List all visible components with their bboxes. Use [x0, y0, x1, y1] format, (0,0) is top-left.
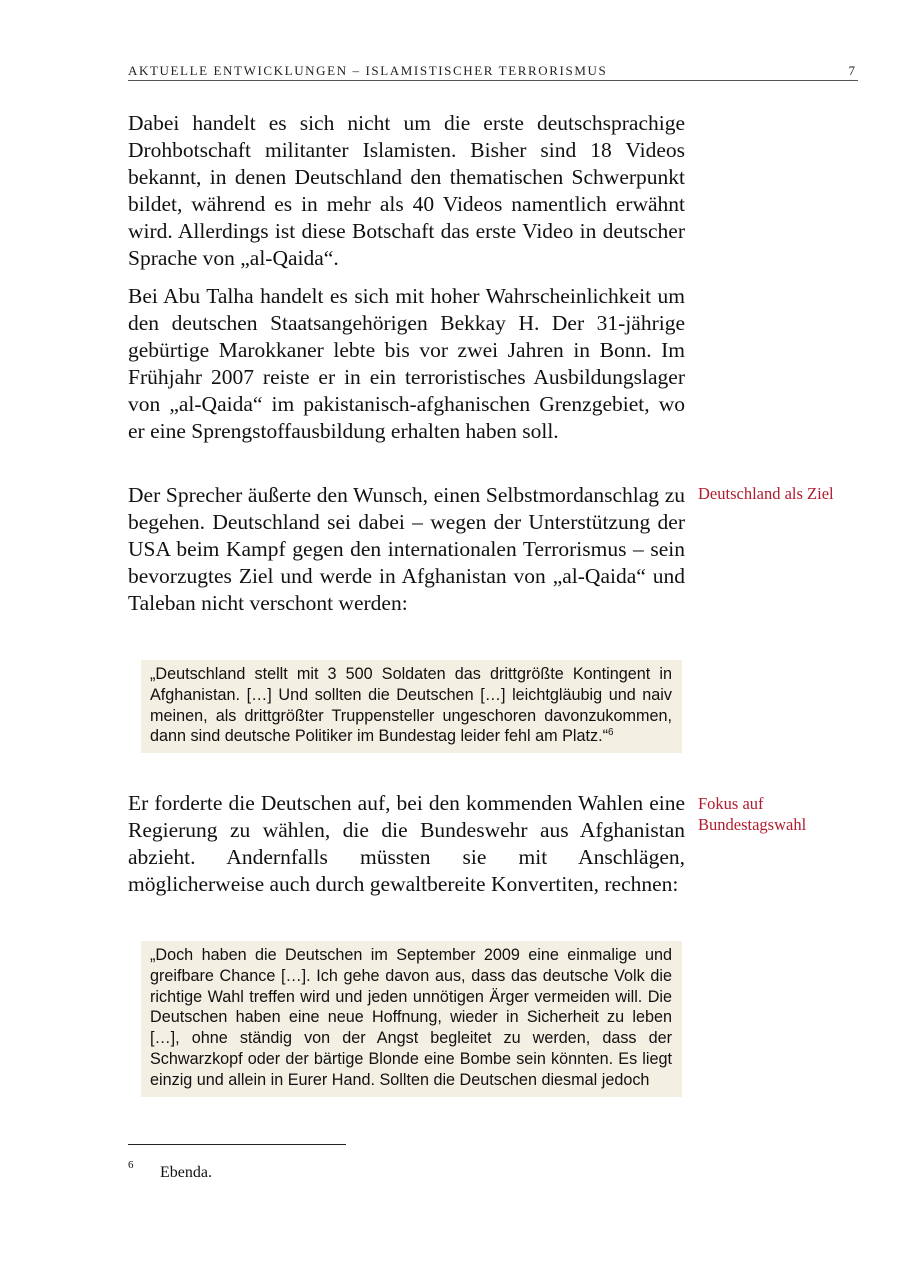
block-quote-1-text: „Deutschland stellt mit 3 500 Soldaten das drittgrößte Kontingent in Afghanistan. […] Und sollten die Deutschen […] leichtgläubig und naiv meinen, als drittgrößter Truppensteller ungeschoren davonzukommen, dann sind deutsche Politiker im Bundestag leider fehl am Platz.“: [150, 665, 672, 746]
margin-note-fokus-auf-bundestagswahl: Fokus auf Bundestagswahl: [698, 794, 807, 834]
body-paragraph-2: Bei Abu Talha handelt es sich mit hoher Wahrscheinlichkeit um den deutschen Staatsangehörigen Bekkay H. Der 31-jährige gebürtige Marokkaner lebte bis vor zwei Jahren in Bonn. Im Frühjahr 2007 reiste er in ein terroristisches Ausbildungslager von „al-Qaida“ im pakistanisch-afghanischen Grenzgebiet, wo er eine Sprengstoffausbildung erhalten haben soll.: [128, 284, 685, 443]
footnote-text: Ebenda.: [160, 1164, 212, 1181]
page-number: 7: [848, 63, 855, 78]
margin-note-deutschland-als-ziel: Deutschland als Ziel: [698, 484, 834, 503]
running-header: [128, 62, 858, 81]
footnote-divider: [128, 1144, 346, 1145]
body-paragraph-3: Der Sprecher äußerte den Wunsch, einen Selbstmordanschlag zu begehen. Deutschland sei dabei – wegen der Unterstützung der USA beim Kampf gegen den internationalen Terrorismus – sein bevorzugtes Ziel und werde in Afghanistan von „al-Qaida“ und Taleban nicht verschont werden:: [128, 483, 685, 615]
footnote-reference[interactable]: 6: [608, 727, 614, 739]
footnote-number: 6: [128, 1159, 134, 1171]
body-paragraph-1: Dabei handelt es sich nicht um die erste deutschsprachige Drohbotschaft militanter Islamisten. Bisher sind 18 Videos bekannt, in denen Deutschland den thematischen Schwerpunkt bildet, während es in mehr als 40 Videos namentlich erwähnt wird. Allerdings ist diese Botschaft das erste Video in deutscher Sprache von „al-Qaida“.: [128, 111, 685, 270]
block-quote-2-text: „Doch haben die Deutschen im September 2009 eine einmalige und greifbare Chance […]. Ich gehe davon aus, dass das deutsche Volk die richtige Wahl treffen wird und jeden unnötigen Ärger vermeiden will. Die Deutschen haben eine neue Hoffnung, wieder in Sicherheit zu leben […], ohne ständig von der Angst begleitet zu werden, dass der Schwarzkopf oder der bärtige Blonde eine Bombe sein könnten. Es liegt einzig und allein in Eurer Hand. Sollten die Deutschen diesmal jedoch: [150, 946, 672, 1089]
block-quote-1: [141, 660, 682, 753]
body-paragraph-4: Er forderte die Deutschen auf, bei den kommenden Wahlen eine Regierung zu wählen, die die Bundeswehr aus Afghanistan abzieht. Andernfalls müssten sie mit Anschlägen, möglicherweise auch durch gewaltbereite Konvertiten, rechnen:: [128, 791, 685, 896]
block-quote-2: [141, 941, 682, 1097]
running-header-title: AKTUELLE ENTWICKLUNGEN – ISLAMISTISCHER TERRORISMUS: [128, 63, 608, 78]
